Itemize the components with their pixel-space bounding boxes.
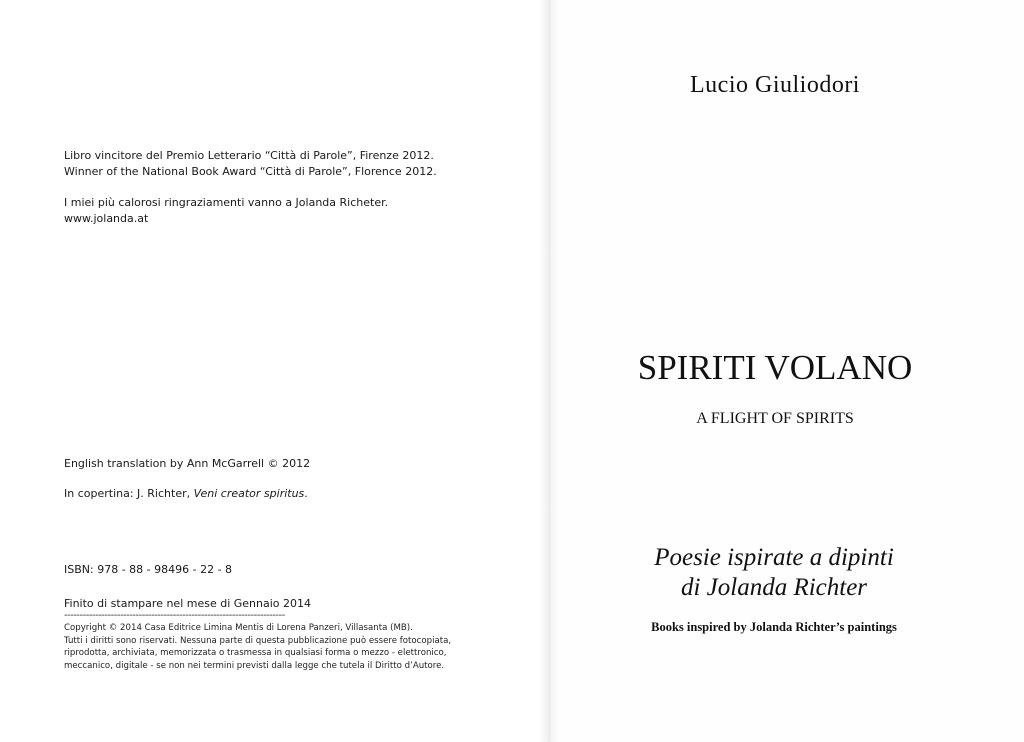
cover-credit-suffix: . xyxy=(304,487,308,500)
thanks-line: I miei più calorosi ringraziamenti vanno a Jolanda Richeter. xyxy=(64,196,389,209)
book-subtitle: A FLIGHT OF SPIRITS xyxy=(696,410,854,427)
cover-credit-prefix: In copertina: J. Richter, xyxy=(64,487,194,500)
poesie-block xyxy=(574,543,974,603)
cover-credit xyxy=(64,487,308,500)
website-line: www.jolanda.at xyxy=(64,212,149,225)
cover-artwork-title: Veni creator spiritus xyxy=(193,487,305,500)
printing-date: Finito di stampare nel mese di Gennaio 2014 xyxy=(64,597,312,610)
copyright-block xyxy=(64,622,451,672)
award-italian-line: Libro vincitore del Premio Letterario “Città di Parole”, Firenze 2012. xyxy=(64,149,434,162)
translation-credit: English translation by Ann McGarrell © 2012 xyxy=(64,457,311,470)
book-title: SPIRITI VOLANO xyxy=(637,348,913,387)
rights-line: riprodotta, archiviata, memorizzata o trasmessa in qualsiasi forma o mezzo - elettronico, xyxy=(64,648,447,659)
books-inspired-line: Books inspired by Jolanda Richter’s paintings xyxy=(651,620,897,634)
poesie-line: Poesie ispirate a dipinti xyxy=(654,544,894,571)
poesie-line: di Jolanda Richter xyxy=(680,574,868,601)
separator-dashes: ----------------------------------------------------------------------- xyxy=(64,610,285,621)
rights-line: Tutti i diritti sono riservati. Nessuna parte di questa pubblicazione può essere fotocopiata, xyxy=(64,635,452,646)
isbn: ISBN: 978 - 88 - 98496 - 22 - 8 xyxy=(64,563,233,576)
author-name: Lucio Giuliodori xyxy=(690,72,860,98)
award-english-line: Winner of the National Book Award “Città di Parole”, Florence 2012. xyxy=(64,165,437,178)
copyright-line: Copyright © 2014 Casa Editrice Limina Mentis di Lorena Panzeri, Villasanta (MB). xyxy=(64,623,413,633)
rights-line: meccanico, digitale - se non nei termini previsti dalla legge che tutela il Diritto d’Autore. xyxy=(64,660,445,671)
